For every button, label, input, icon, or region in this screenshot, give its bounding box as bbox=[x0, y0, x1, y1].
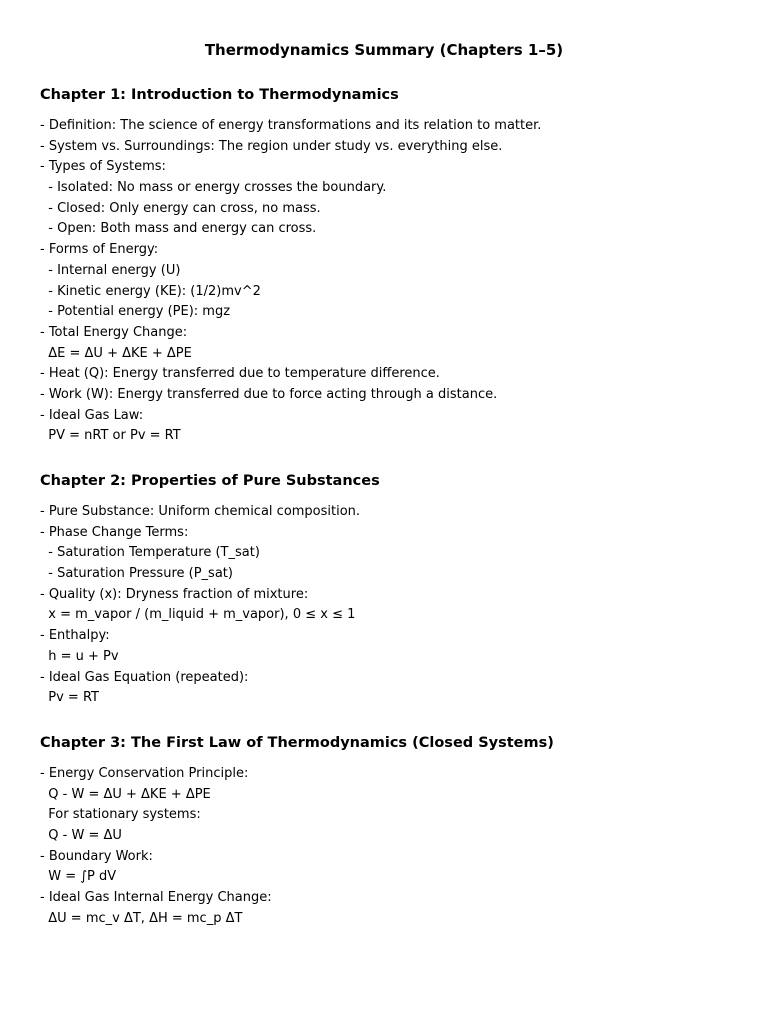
chapter-2-heading: Chapter 2: Properties of Pure Substances bbox=[40, 473, 380, 489]
text-line: - Open: Both mass and energy can cross. bbox=[40, 221, 317, 237]
text-line: - Pure Substance: Uniform chemical composition. bbox=[40, 504, 361, 519]
document-title: Thermodynamics Summary (Chapters 1–5) bbox=[204, 41, 564, 59]
text-line: - Definition: The science of energy transformations and its relation to matter. bbox=[40, 118, 542, 133]
text-line: - Phase Change Terms: bbox=[40, 524, 189, 540]
text-line: Q - W = ΔU + ΔKE + ΔPE bbox=[40, 786, 211, 802]
text-line: - Total Energy Change: bbox=[40, 324, 188, 340]
text-line: - Energy Conservation Principle: bbox=[40, 766, 249, 781]
chapter-2-content bbox=[40, 502, 360, 709]
text-line: PV = nRT or Pv = RT bbox=[40, 428, 181, 444]
text-line: - Types of Systems: bbox=[40, 159, 166, 175]
text-line: Q - W = ΔU bbox=[40, 828, 122, 844]
text-line: - Ideal Gas Equation (repeated): bbox=[40, 669, 249, 685]
text-line: - Kinetic energy (KE): (1/2)mv^2 bbox=[40, 283, 261, 299]
text-line: For stationary systems: bbox=[40, 807, 201, 823]
text-line: - Saturation Temperature (T_sat) bbox=[40, 545, 260, 561]
chapter-3-content bbox=[40, 764, 272, 930]
text-line: - Forms of Energy: bbox=[40, 242, 159, 258]
text-line: W = ∫P dV bbox=[40, 869, 117, 885]
chapter-1-heading: Chapter 1: Introduction to Thermodynamics bbox=[40, 87, 399, 103]
text-line: - Internal energy (U) bbox=[40, 262, 181, 278]
text-line: Pv = RT bbox=[40, 690, 99, 706]
text-line: - Enthalpy: bbox=[40, 628, 110, 644]
text-line: ΔE = ΔU + ΔKE + ΔPE bbox=[40, 345, 192, 361]
text-line: x = m_vapor / (m_liquid + m_vapor), 0 ≤ x ≤ 1 bbox=[40, 607, 356, 623]
chapter-1-content bbox=[40, 116, 541, 447]
text-line: ΔU = mc_v ΔT, ΔH = mc_p ΔT bbox=[40, 910, 243, 926]
text-line: h = u + Pv bbox=[40, 648, 119, 664]
text-line: - System vs. Surroundings: The region under study vs. everything else. bbox=[40, 138, 503, 154]
text-line: - Isolated: No mass or energy crosses the boundary. bbox=[40, 180, 387, 196]
text-line: - Potential energy (PE): mgz bbox=[40, 304, 231, 320]
text-line: - Ideal Gas Law: bbox=[40, 407, 144, 423]
text-line: - Work (W): Energy transferred due to force acting through a distance. bbox=[40, 386, 498, 402]
chapter-3-heading: Chapter 3: The First Law of Thermodynamics (Closed Systems) bbox=[40, 735, 554, 751]
text-line: - Ideal Gas Internal Energy Change: bbox=[40, 890, 272, 906]
text-line: - Boundary Work: bbox=[40, 848, 153, 864]
text-line: - Heat (Q): Energy transferred due to temperature difference. bbox=[40, 366, 440, 382]
text-line: - Quality (x): Dryness fraction of mixture: bbox=[40, 586, 309, 602]
text-line: - Saturation Pressure (P_sat) bbox=[40, 566, 233, 582]
text-line: - Closed: Only energy can cross, no mass. bbox=[40, 200, 321, 216]
